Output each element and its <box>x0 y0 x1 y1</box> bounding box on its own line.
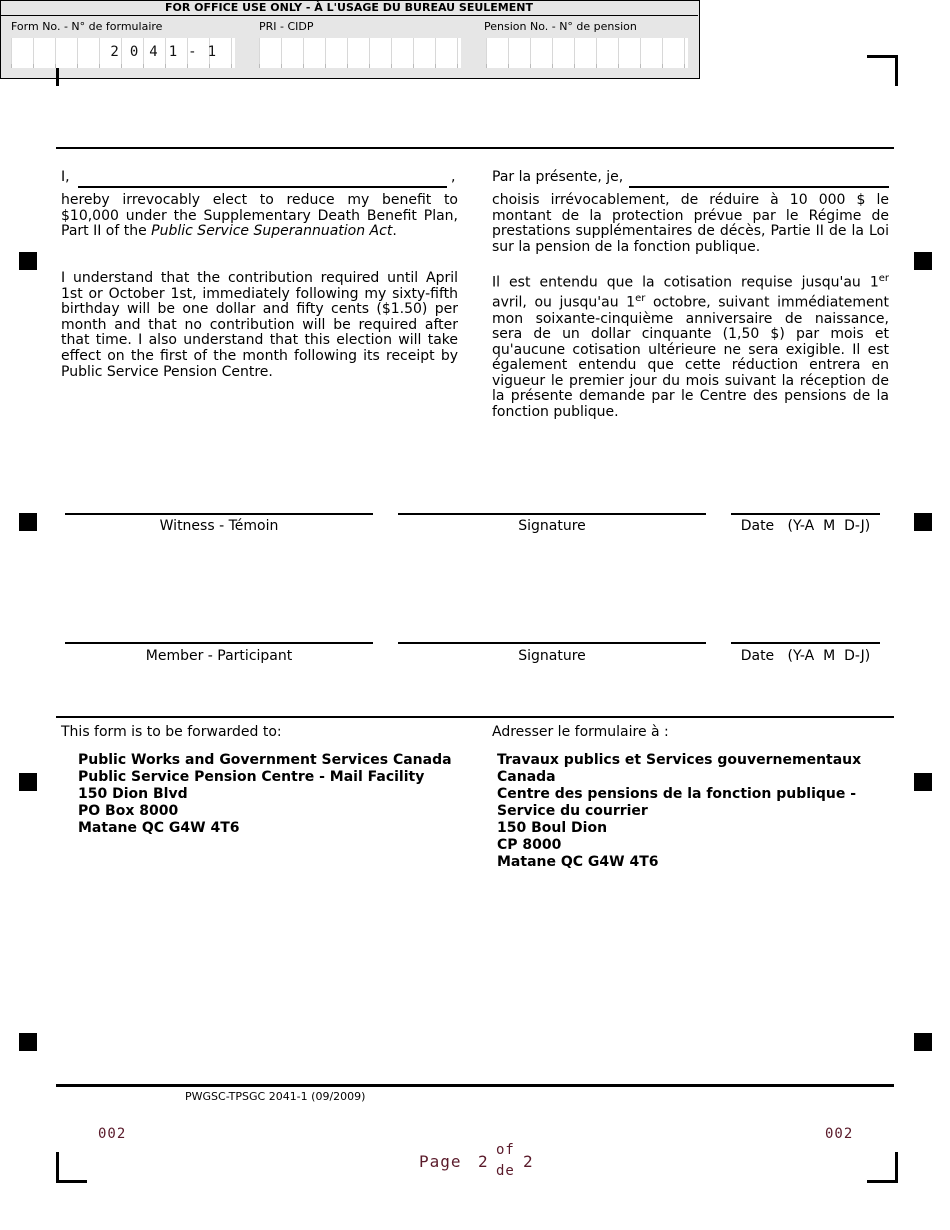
form-number-field[interactable] <box>11 38 235 68</box>
address-en: Public Works and Government Services Canada Public Service Pension Centre - Mail Facility 150 Dion Blvd PO Box 8000 Matane QC G4W 4T6 <box>78 752 452 836</box>
pri-label: PRI - CIDP <box>259 20 314 33</box>
witness-label: Witness - Témoin <box>159 518 279 534</box>
page-word: Page <box>419 1152 462 1171</box>
witness-date-line[interactable] <box>731 513 880 515</box>
registration-mark <box>914 773 932 791</box>
registration-mark <box>19 773 37 791</box>
address-fr: Travaux publics et Services gouvernementaux Canada Centre des pensions de la fonction publique - Service du courrier 150 Boul Dion CP 8000 Matane QC G4W 4T6 <box>497 752 862 870</box>
signature-label: Signature <box>518 648 586 664</box>
date-label: Date (Y-A M D-J) <box>740 518 871 534</box>
registration-mark <box>19 252 37 270</box>
forward-label-fr: Adresser le formulaire à : <box>492 724 669 740</box>
registration-mark <box>19 1033 37 1051</box>
i-suffix: , <box>451 169 456 185</box>
english-paragraph-1: hereby irrevocably elect to reduce my benefit to $10,000 under the Supplementary Death Benefit Plan, Part II of the Public Service Superannuation Act. <box>61 192 458 240</box>
registration-mark <box>914 1033 932 1051</box>
corner-mark-bottom-left <box>56 1152 87 1183</box>
footer-rule <box>56 1084 894 1087</box>
office-use-box <box>0 0 700 79</box>
pension-number-label: Pension No. - N° de pension <box>484 20 637 33</box>
pri-field[interactable] <box>259 38 461 68</box>
office-use-header: FOR OFFICE USE ONLY - À L'USAGE DU BUREAU SEULEMENT <box>0 0 698 16</box>
i-prefix: I, <box>61 169 70 185</box>
name-input-line-fr[interactable] <box>629 186 889 188</box>
member-label: Member - Participant <box>145 648 293 664</box>
witness-line[interactable] <box>65 513 373 515</box>
forward-label-en: This form is to be forwarded to: <box>61 724 282 740</box>
pension-number-field[interactable] <box>486 38 688 68</box>
page-total: 2 <box>523 1152 534 1171</box>
page-code-right: 002 <box>825 1126 854 1142</box>
member-date-line[interactable] <box>731 642 880 644</box>
french-paragraph-2: Il est entendu que la cotisation requise jusqu'au 1er avril, ou jusqu'au 1er octobre, suivant immédiatement mon soixante-cinquième anniversaire de naissance, sera de un dollar cinquante (1,50 $) par mois et qu'aucune cotisation ultérieure ne sera exigible. Il est également entendu que cette réduction entrera en vigueur le premier jour du mois suivant la réception de la présente demande par le Centre des pensions de la fonction publique. <box>492 273 889 421</box>
form-code: PWGSC-TPSGC 2041-1 (09/2009) <box>185 1090 366 1103</box>
date-label: Date (Y-A M D-J) <box>740 648 871 664</box>
name-input-line-en[interactable] <box>78 186 447 188</box>
registration-mark <box>914 252 932 270</box>
divider <box>56 147 894 149</box>
signature-label: Signature <box>518 518 586 534</box>
form-number-value: 2041-1 <box>110 44 227 60</box>
french-paragraph-1: choisis irrévocablement, de réduire à 10 000 $ le montant de la protection prévue par le Régime de prestations supplémentaires de décès, Partie II de la Loi sur la pension de la fonction publique. <box>492 192 889 255</box>
page-code-left: 002 <box>98 1126 127 1142</box>
registration-mark <box>19 513 37 531</box>
english-paragraph-2: I understand that the contribution required until April 1st or October 1st, immediately following my sixty-fifth birthday will be one dollar and fifty cents ($1.50) per month and that no contribution will be required after that time. I also understand that this election will take effect on the first of the month following its receipt by Public Service Pension Centre. <box>61 270 458 380</box>
page-of: of <box>496 1142 515 1158</box>
member-signature-line[interactable] <box>398 642 706 644</box>
registration-mark <box>914 513 932 531</box>
corner-mark-top-right <box>867 55 898 86</box>
form-number-label: Form No. - N° de formulaire <box>11 20 163 33</box>
french-prefix: Par la présente, je, <box>492 169 624 185</box>
witness-signature-line[interactable] <box>398 513 706 515</box>
page-de: de <box>496 1163 515 1179</box>
member-line[interactable] <box>65 642 373 644</box>
corner-mark-bottom-right <box>867 1152 898 1183</box>
page-number: 2 <box>478 1152 489 1171</box>
divider <box>56 716 894 718</box>
